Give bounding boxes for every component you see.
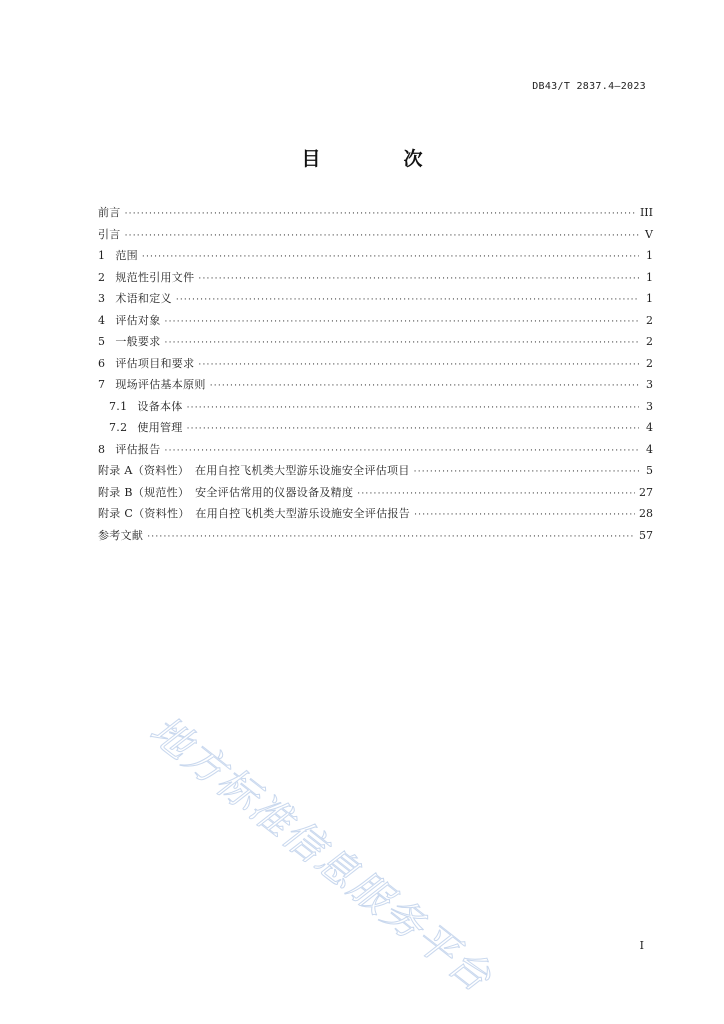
toc-entry[interactable] — [98, 290, 653, 312]
toc-entry-text: 评估报告 — [115, 442, 161, 456]
toc-entry[interactable] — [98, 247, 653, 269]
toc-entry[interactable] — [98, 333, 653, 355]
toc-entry[interactable] — [98, 462, 653, 484]
toc-entry-text: 一般要求 — [115, 335, 161, 348]
toc-entry-page: 1 — [646, 249, 653, 262]
toc-entry-text: 附录 A（资料性） 在用自控飞机类大型游乐设施安全评估项目 — [98, 464, 410, 477]
toc-entry[interactable] — [98, 355, 653, 377]
toc-entry[interactable] — [98, 312, 653, 334]
toc-entry[interactable] — [98, 398, 653, 420]
toc-entry-text: 使用管理 — [137, 421, 183, 434]
toc-entry-text: 参考文献 — [98, 528, 144, 542]
toc-entry-number: 7.1 — [109, 399, 128, 413]
toc-entry[interactable] — [98, 527, 653, 549]
toc-entry-text: 术语和定义 — [115, 292, 172, 305]
toc-entry-page: V — [645, 227, 653, 241]
toc-leader-dots — [198, 274, 639, 284]
toc-entry-text: 前言 — [98, 206, 121, 219]
toc-entry[interactable] — [98, 204, 653, 226]
toc-entry-text: 附录 C（资料性） 在用自控飞机类大型游乐设施安全评估报告 — [98, 507, 411, 520]
toc-entry-page: III — [639, 206, 653, 219]
toc-entry[interactable] — [98, 269, 653, 291]
toc-entry-page: 5 — [646, 464, 653, 477]
toc-entry-number: 6 — [98, 356, 106, 370]
toc-entry-text: 附录 B（规范性） 安全评估常用的仪器设备及精度 — [98, 485, 354, 499]
document-code: DB43/T 2837.4—2023 — [532, 81, 646, 92]
toc-leader-dots — [165, 317, 639, 327]
toc-entry-number: 4 — [98, 313, 106, 327]
toc-entry-label — [98, 527, 143, 543]
page-number: I — [639, 939, 644, 952]
toc-entry-label — [98, 247, 138, 263]
toc-entry-number: 8 — [98, 442, 106, 456]
toc-leader-dots — [210, 381, 639, 391]
toc-entry-label — [98, 204, 121, 220]
toc-entry[interactable] — [98, 419, 653, 441]
page-title: 目 次 — [301, 148, 455, 170]
toc-entry-text: 现场评估基本原则 — [115, 378, 206, 391]
toc-entry-label — [109, 419, 183, 435]
toc-entry-label — [98, 333, 161, 349]
toc-entry-text: 评估项目和要求 — [115, 356, 195, 370]
toc-entry[interactable] — [98, 484, 653, 506]
toc-entry[interactable] — [98, 505, 653, 527]
toc-entry-page: 1 — [646, 292, 653, 305]
toc-leader-dots — [142, 252, 639, 262]
toc-leader-dots — [187, 424, 639, 434]
toc-entry-text: 评估对象 — [115, 313, 161, 327]
toc-entry-number: 2 — [98, 270, 106, 284]
toc-leader-dots — [165, 446, 639, 456]
toc-entry-page: 2 — [646, 335, 653, 348]
toc-entry-page: 2 — [646, 313, 653, 327]
toc-entry-page: 27 — [639, 485, 653, 499]
toc-leader-dots — [357, 489, 635, 499]
toc-entry-number: 3 — [98, 292, 106, 305]
toc-entry-label — [109, 398, 183, 414]
toc-entry-label — [98, 226, 121, 242]
toc-entry-page: 3 — [646, 399, 653, 413]
toc-entry-page: 1 — [646, 270, 653, 284]
toc-entry-text: 引言 — [98, 227, 121, 241]
table-of-contents — [98, 204, 653, 548]
toc-entry-label — [98, 290, 172, 306]
toc-entry-number: 5 — [98, 335, 106, 348]
toc-leader-dots — [198, 360, 639, 370]
toc-entry-number: 1 — [98, 249, 106, 262]
toc-leader-dots — [125, 209, 636, 219]
toc-leader-dots — [414, 510, 635, 520]
toc-entry-number: 7 — [98, 378, 106, 391]
toc-entry-label — [98, 484, 353, 500]
watermark: 地方标准信息服务平台 — [141, 707, 501, 1002]
toc-entry-page: 3 — [646, 378, 653, 391]
toc-entry-label — [98, 462, 410, 478]
toc-entry-label — [98, 376, 206, 392]
toc-leader-dots — [414, 467, 639, 477]
toc-entry-label — [98, 505, 410, 521]
toc-entry-text: 范围 — [115, 249, 138, 262]
toc-entry-page: 28 — [639, 507, 653, 520]
toc-entry-label — [98, 355, 194, 371]
toc-leader-dots — [147, 532, 635, 542]
toc-entry-label — [98, 269, 194, 285]
toc-entry[interactable] — [98, 441, 653, 463]
toc-entry-label — [98, 312, 161, 328]
toc-entry-text: 设备本体 — [137, 399, 183, 413]
toc-entry-page: 2 — [646, 356, 653, 370]
toc-leader-dots — [176, 295, 639, 305]
toc-entry-page: 57 — [639, 528, 653, 542]
toc-entry[interactable] — [98, 376, 653, 398]
toc-leader-dots — [187, 403, 639, 413]
toc-entry-page: 4 — [646, 442, 653, 456]
toc-leader-dots — [165, 338, 639, 348]
toc-entry-text: 规范性引用文件 — [115, 270, 195, 284]
toc-entry-page: 4 — [646, 421, 653, 434]
toc-leader-dots — [125, 231, 639, 241]
toc-entry-label — [98, 441, 161, 457]
toc-entry-number: 7.2 — [109, 421, 128, 434]
toc-entry[interactable] — [98, 226, 653, 248]
